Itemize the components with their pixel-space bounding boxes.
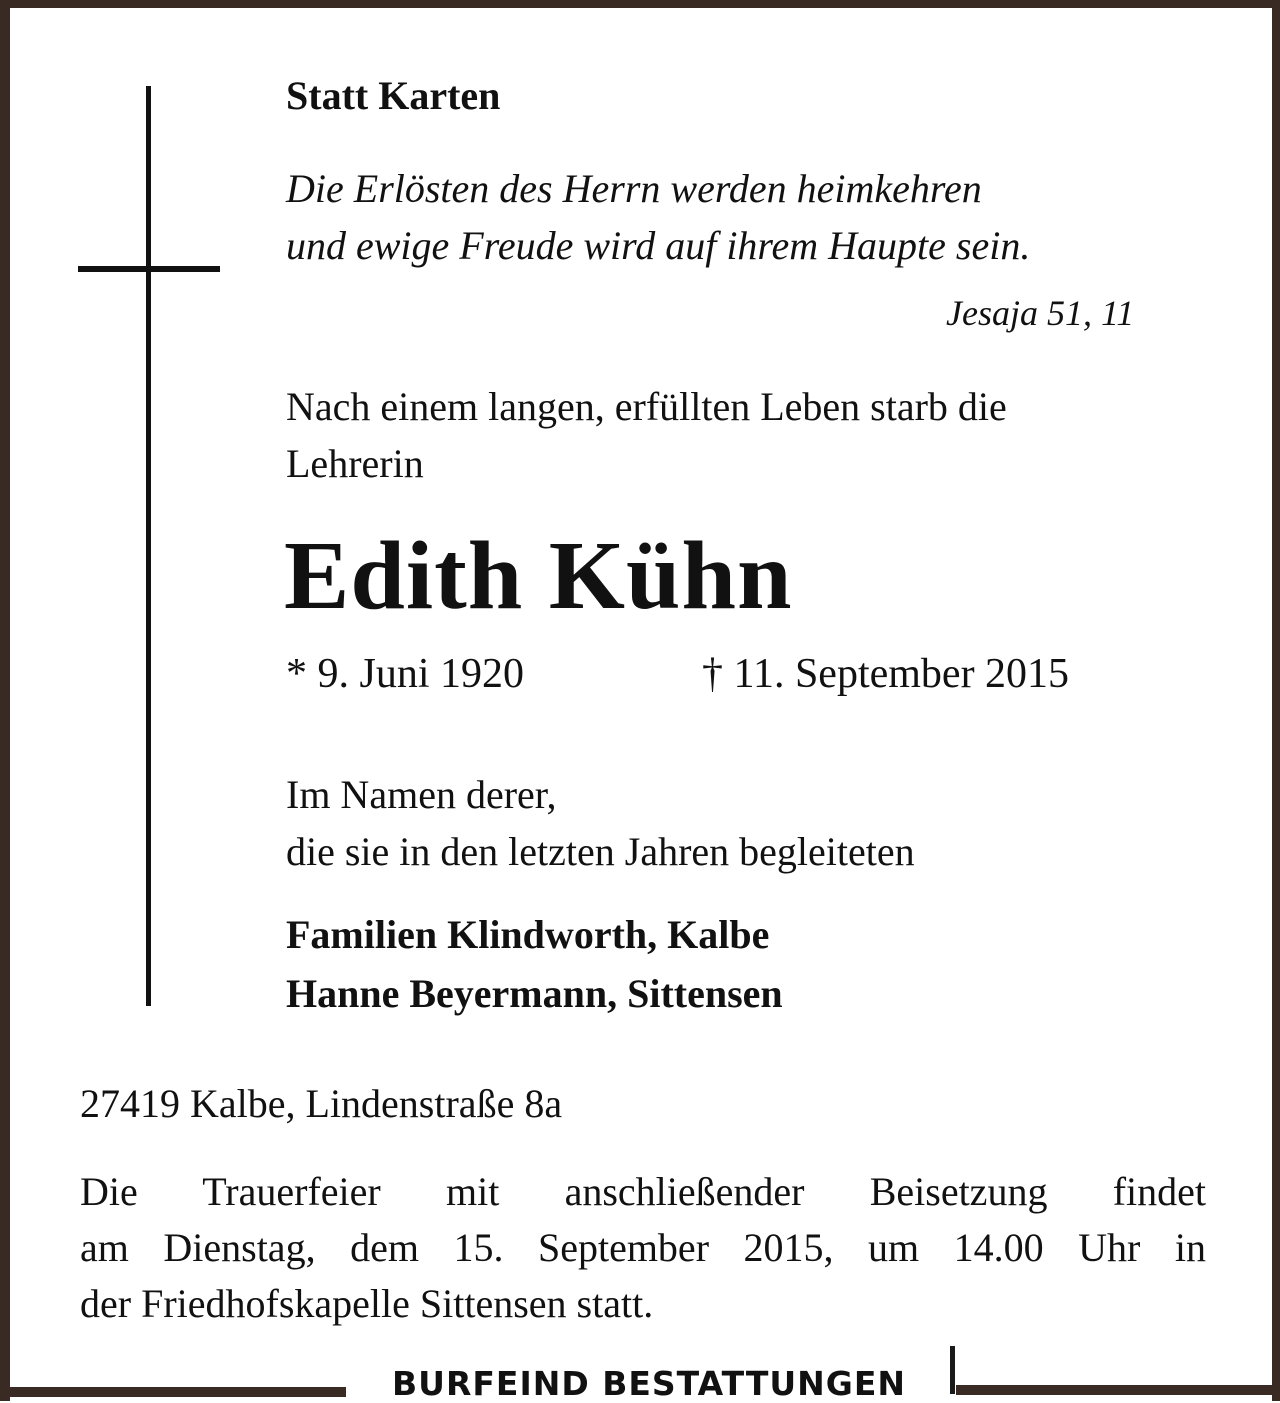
intro-line: Lehrerin <box>286 441 424 486</box>
frame-top-border <box>0 0 1280 8</box>
mourning-address: 27419 Kalbe, Lindenstraße 8a <box>80 1081 563 1126</box>
mourners-line: Im Namen derer, <box>286 772 557 817</box>
birth-date: * 9. Juni 1920 <box>286 651 525 697</box>
statt-karten-heading: Statt Karten <box>286 73 501 118</box>
verse-line: Die Erlösten des Herrn werden heimkehren <box>286 166 982 211</box>
family-line: Familien Klindworth, Kalbe <box>286 912 770 957</box>
frame-bottom-right-border <box>956 1385 1280 1395</box>
family-signatures <box>286 905 783 1023</box>
cross-horizontal-bar <box>78 266 220 272</box>
service-line: der Friedhofskapelle Sittensen statt. <box>80 1281 654 1326</box>
verse-reference: Jesaja 51, 11 <box>946 293 1135 333</box>
service-line: am Dienstag, dem 15. September 2015, um 14.00 Uhr in <box>80 1225 1206 1270</box>
mourners-statement <box>286 766 915 880</box>
intro-line: Nach einem langen, erfüllten Leben starb die <box>286 384 1007 429</box>
funeral-service-notice <box>80 1164 1206 1332</box>
mourners-line: die sie in den letzten Jahren begleiteten <box>286 829 915 874</box>
verse-line: und ewige Freude wird auf ihrem Haupte sein. <box>286 223 1031 268</box>
frame-bottom-tick <box>950 1346 955 1394</box>
death-date: † 11. September 2015 <box>702 651 1070 697</box>
frame-right-border <box>1272 0 1280 1401</box>
cross-vertical-bar <box>146 86 151 1006</box>
frame-bottom-left-border <box>0 1387 346 1397</box>
service-line: Die Trauerfeier mit anschließender Beisetzung findet <box>80 1169 1206 1214</box>
funeral-home-brand: BURFEIND BESTATTUNGEN <box>392 1364 907 1403</box>
family-line: Hanne Beyermann, Sittensen <box>286 971 783 1016</box>
frame-left-border <box>0 0 10 1401</box>
bible-verse <box>286 160 1030 274</box>
deceased-name: Edith Kühn <box>284 522 793 630</box>
death-announcement-intro <box>286 378 1007 492</box>
